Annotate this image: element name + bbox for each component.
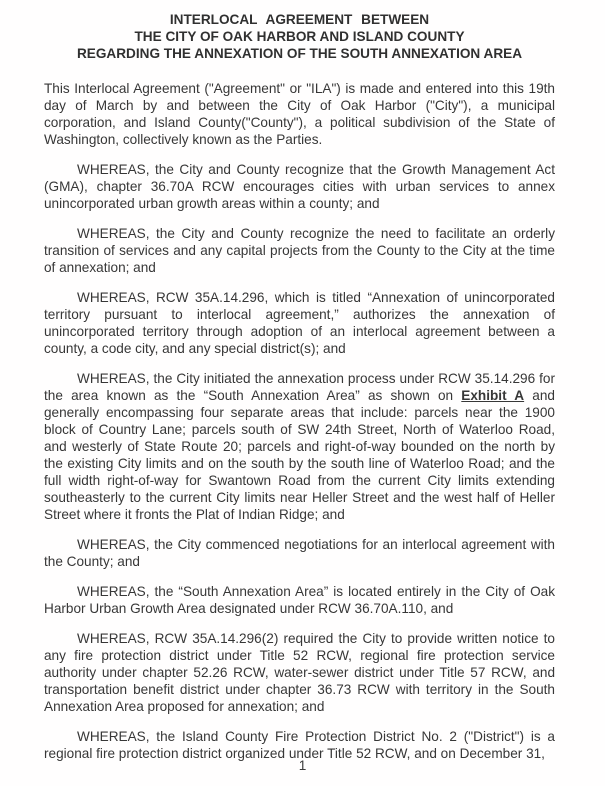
- exhibit-a-reference: Exhibit A: [461, 388, 525, 403]
- document-title: [44, 11, 555, 62]
- intro-paragraph: This Interlocal Agreement ("Agreement" or "ILA") is made and entered into this 19th day of March by and between the City of Oak Harbor ("City"), a municipal corporation, and Island County("County"), a political subdivision of the State of Washington, collectively known as the Parties.: [44, 81, 555, 147]
- document-title-line-1: INTERLOCAL AGREEMENT BETWEEN: [169, 12, 430, 27]
- whereas-paragraph-transition: WHEREAS, the City and County recognize the need to facilitate an orderly transition of services and any capital projects from the County to the City at the time of annexation; and: [44, 226, 555, 275]
- whereas-paragraph-gma: WHEREAS, the City and County recognize that the Growth Management Act (GMA), chapter 36.70A RCW encourages cities with urban services to annex unincorporated urban growth areas within a county; and: [44, 162, 555, 211]
- whereas-paragraph-written-notice: WHEREAS, RCW 35A.14.296(2) required the City to provide written notice to any fire protection district under Title 52 RCW, regional fire protection service authority under chapter 52.26 RCW, water-sewer district under Title 57 RCW, and transportation benefit district under chapter 36.73 RCW with territory in the South Annexation Area proposed for annexation; and: [44, 631, 555, 714]
- whereas-paragraph-rcw-authorization: WHEREAS, RCW 35A.14.296, which is titled “Annexation of unincorporated territory pursuant to interlocal agreement,” authorizes the annexation of unincorporated territory through adoption of an interlocal agreement between a county, a code city, and any special district(s); and: [44, 290, 555, 356]
- whereas-paragraph-annexation-area: [44, 370, 555, 523]
- exhibit-paragraph-after: and generally encompassing four separate areas that include: parcels near the 1900 block of Country Lane; parcels south of SW 24th Street, North of Waterloo Road, and westerly of State Route 20; parcels and right-of-way bounded on the north by the existing City limits and on the south by the south line of Waterloo Road; and the full width right-of-way for Swantown Road from the current City limits extending southeasterly to the current City limits near Heller Street and the west half of Heller Street where it fronts the Plat of Indian Ridge; and: [44, 388, 555, 522]
- whereas-paragraph-negotiations: WHEREAS, the City commenced negotiations for an interlocal agreement with the County; and: [44, 537, 555, 569]
- document-title-line-2: THE CITY OF OAK HARBOR AND ISLAND COUNTY: [134, 29, 465, 44]
- whereas-paragraph-fire-district: WHEREAS, the Island County Fire Protection District No. 2 ("District") is a regional fire protection district organized under Title 52 RCW, and on December 31,: [44, 729, 555, 761]
- document-title-line-3: REGARDING THE ANNEXATION OF THE SOUTH ANNEXATION AREA: [76, 46, 523, 61]
- whereas-paragraph-growth-area: WHEREAS, the “South Annexation Area” is located entirely in the City of Oak Harbor Urban Growth Area designated under RCW 36.70A.110, and: [44, 584, 555, 616]
- exhibit-paragraph-before: WHEREAS, the City initiated the annexation process under RCW 35.14.296 for the area known as the “South Annexation Area” as shown on: [44, 371, 555, 403]
- page-number: 1: [298, 758, 307, 773]
